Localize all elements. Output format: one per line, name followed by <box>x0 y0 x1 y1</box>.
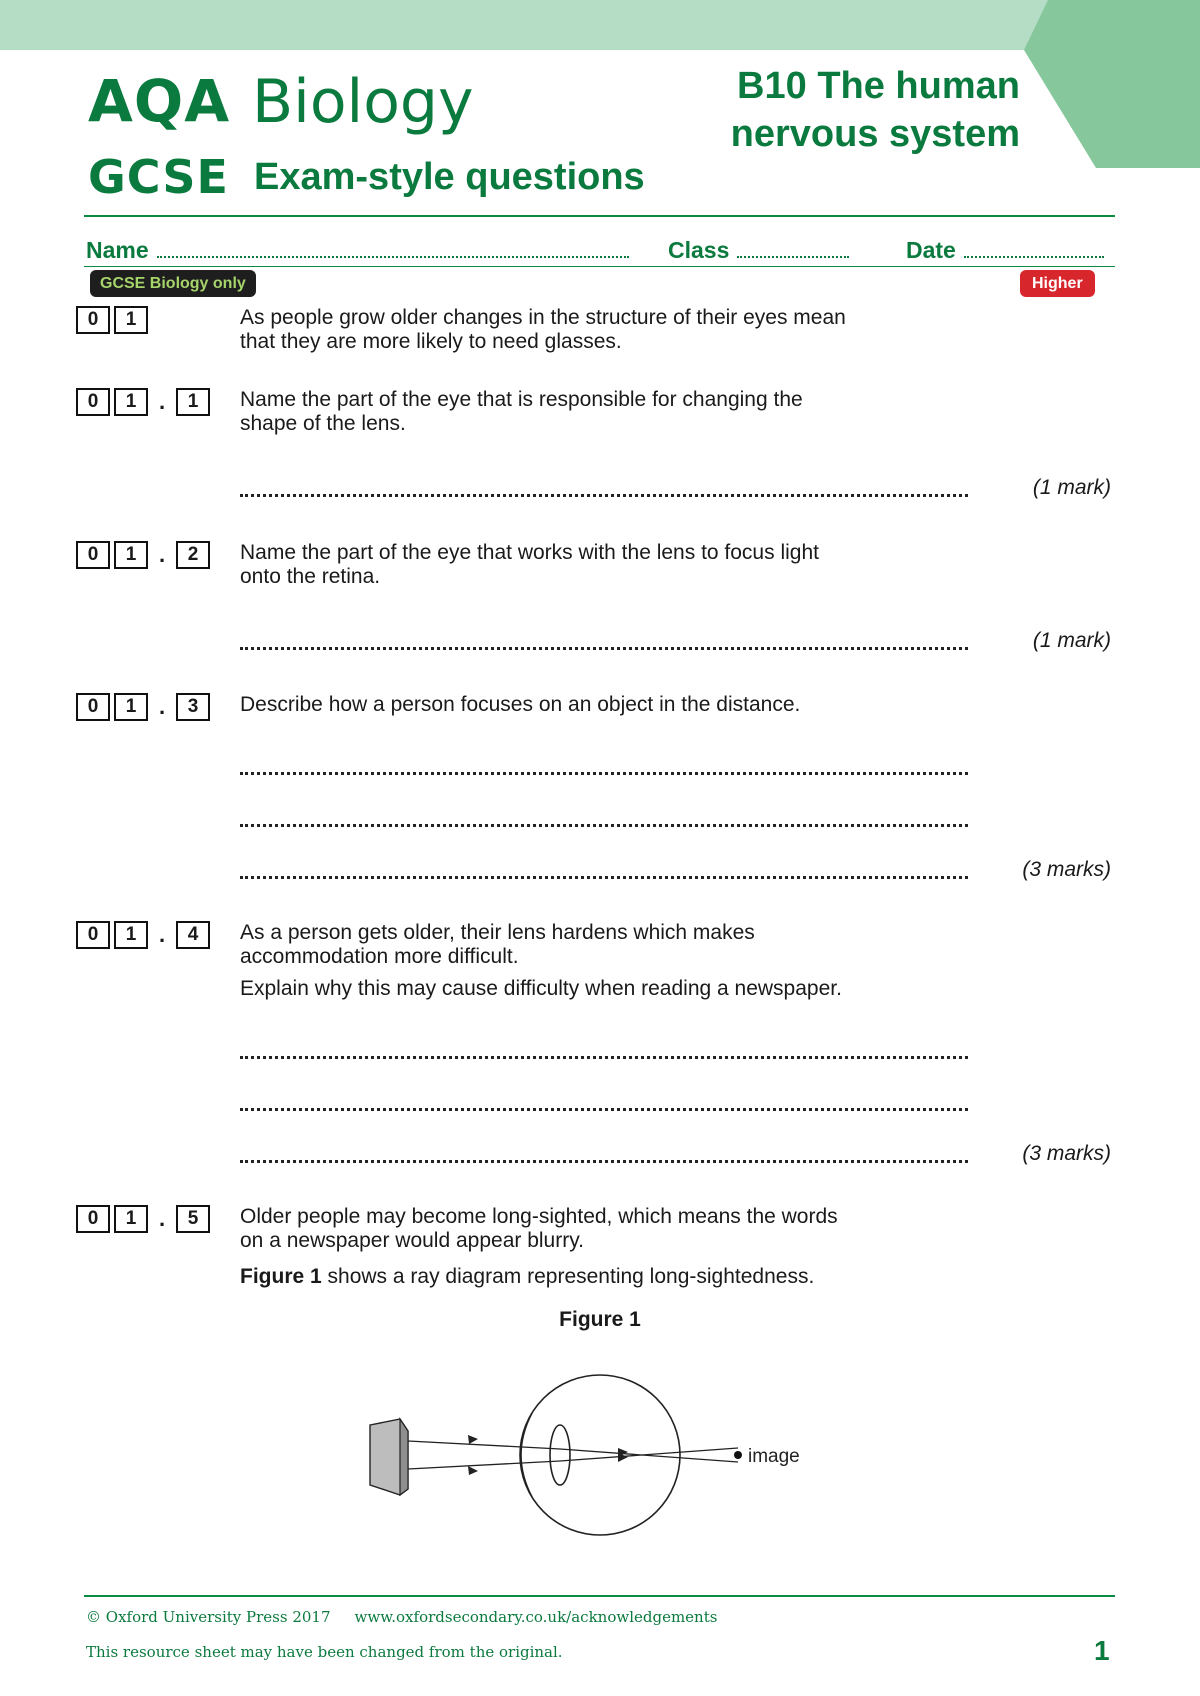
question-number-01 <box>76 305 148 335</box>
light-rays <box>408 1441 738 1469</box>
subject-title: Biology <box>252 67 474 137</box>
question-text-01-1 <box>240 388 900 436</box>
class-line[interactable] <box>737 240 849 258</box>
digit-box: 0 <box>76 306 110 334</box>
ray-arrows <box>468 1435 628 1475</box>
question-text-line: As a person gets older, their lens hardens which makes <box>240 921 755 944</box>
class-label: Class <box>668 237 730 263</box>
answer-line[interactable] <box>240 824 968 827</box>
question-number-01-4 <box>76 920 210 950</box>
question-intro <box>240 306 900 354</box>
name-field[interactable] <box>86 236 629 264</box>
digit-box: 1 <box>114 388 148 416</box>
figure-title: Figure 1 <box>559 1308 641 1331</box>
level-title: GCSE <box>88 150 229 204</box>
question-text-line: that they are more likely to need glasses. <box>240 330 622 353</box>
digit-box: 0 <box>76 541 110 569</box>
footer-note: This resource sheet may have been changed from the original. <box>86 1643 563 1661</box>
ray-diagram <box>360 1365 820 1545</box>
figure-reference: Figure 1 <box>240 1265 322 1288</box>
question-text-line: onto the retina. <box>240 565 381 588</box>
digit-box: 1 <box>114 541 148 569</box>
image-label: image <box>748 1446 800 1467</box>
marks-label: (3 marks) <box>1022 1142 1111 1165</box>
marks-label: (1 mark) <box>1032 476 1111 499</box>
part-box: 2 <box>176 541 210 569</box>
question-text-01-3 <box>240 693 900 717</box>
part-box: 4 <box>176 921 210 949</box>
question-number-01-1 <box>76 387 210 417</box>
digit-box: 0 <box>76 1205 110 1233</box>
date-label: Date <box>906 237 956 263</box>
part-separator: . <box>158 389 166 414</box>
digit-box: 1 <box>114 921 148 949</box>
question-number-01-5 <box>76 1204 210 1234</box>
page-number: 1 <box>1094 1635 1110 1666</box>
part-separator: . <box>158 1206 166 1231</box>
acknowledgements-link[interactable]: www.oxfordsecondary.co.uk/acknowledgements <box>354 1608 718 1626</box>
answer-line[interactable] <box>240 772 968 775</box>
question-text-line: As people grow older changes in the structure of their eyes mean <box>240 306 846 329</box>
part-separator: . <box>158 542 166 567</box>
question-text-01-2 <box>240 541 900 589</box>
answer-line[interactable] <box>240 876 968 879</box>
book-object <box>370 1419 408 1495</box>
corner-decoration <box>1020 0 1200 168</box>
topic-title <box>690 62 1020 158</box>
fields-rule <box>84 266 1115 267</box>
digit-box: 0 <box>76 388 110 416</box>
sheet-subtitle: Exam-style questions <box>254 156 645 198</box>
digit-box: 0 <box>76 693 110 721</box>
part-separator: . <box>158 694 166 719</box>
tier-badge: Higher <box>1020 270 1095 297</box>
digit-box: 1 <box>114 1205 148 1233</box>
answer-line[interactable] <box>240 647 968 650</box>
answer-line[interactable] <box>240 1160 968 1163</box>
topic-line-2: nervous system <box>730 113 1020 155</box>
part-separator: . <box>158 922 166 947</box>
part-box: 5 <box>176 1205 210 1233</box>
question-text-line: on a newspaper would appear blurry. <box>240 1229 584 1252</box>
part-box: 3 <box>176 693 210 721</box>
figure-sentence: shows a ray diagram representing long-sightedness. <box>321 1265 815 1288</box>
answer-line[interactable] <box>240 494 968 497</box>
question-number-01-3 <box>76 692 210 722</box>
topic-line-1: B10 The human <box>737 65 1020 107</box>
question-text-line: Name the part of the eye that works with the lens to focus light <box>240 541 819 564</box>
lens-shape <box>550 1425 570 1485</box>
footer-credits <box>86 1608 717 1626</box>
question-text-line: Explain why this may cause difficulty when reading a newspaper. <box>240 977 842 1000</box>
digit-box: 1 <box>114 306 148 334</box>
marks-label: (3 marks) <box>1022 858 1111 881</box>
question-text-line: Older people may become long-sighted, which means the words <box>240 1205 838 1228</box>
question-text-01-5 <box>240 1205 900 1289</box>
question-text-line: Describe how a person focuses on an object in the distance. <box>240 693 801 716</box>
question-text-line: shape of the lens. <box>240 412 406 435</box>
course-badge: GCSE Biology only <box>90 270 256 297</box>
eyeball-outline <box>520 1375 680 1535</box>
question-text-line <box>240 1265 900 1289</box>
date-field[interactable] <box>906 236 1104 264</box>
brand-logo: AQA <box>88 67 231 135</box>
date-line[interactable] <box>964 240 1104 258</box>
copyright-text: © Oxford University Press 2017 <box>86 1608 331 1626</box>
answer-line[interactable] <box>240 1056 968 1059</box>
name-label: Name <box>86 237 149 263</box>
question-number-01-2 <box>76 540 210 570</box>
digit-box: 0 <box>76 921 110 949</box>
part-box: 1 <box>176 388 210 416</box>
marks-label: (1 mark) <box>1032 629 1111 652</box>
image-point <box>734 1451 742 1459</box>
question-text-line: Name the part of the eye that is responsible for changing the <box>240 388 803 411</box>
question-text-line: accommodation more difficult. <box>240 945 519 968</box>
cornea-bulge <box>521 1413 532 1497</box>
question-text-01-4 <box>240 921 900 1001</box>
footer-rule <box>84 1595 1115 1597</box>
header-rule <box>84 215 1115 217</box>
name-line[interactable] <box>157 240 629 258</box>
digit-box: 1 <box>114 693 148 721</box>
class-field[interactable] <box>668 236 849 264</box>
answer-line[interactable] <box>240 1108 968 1111</box>
